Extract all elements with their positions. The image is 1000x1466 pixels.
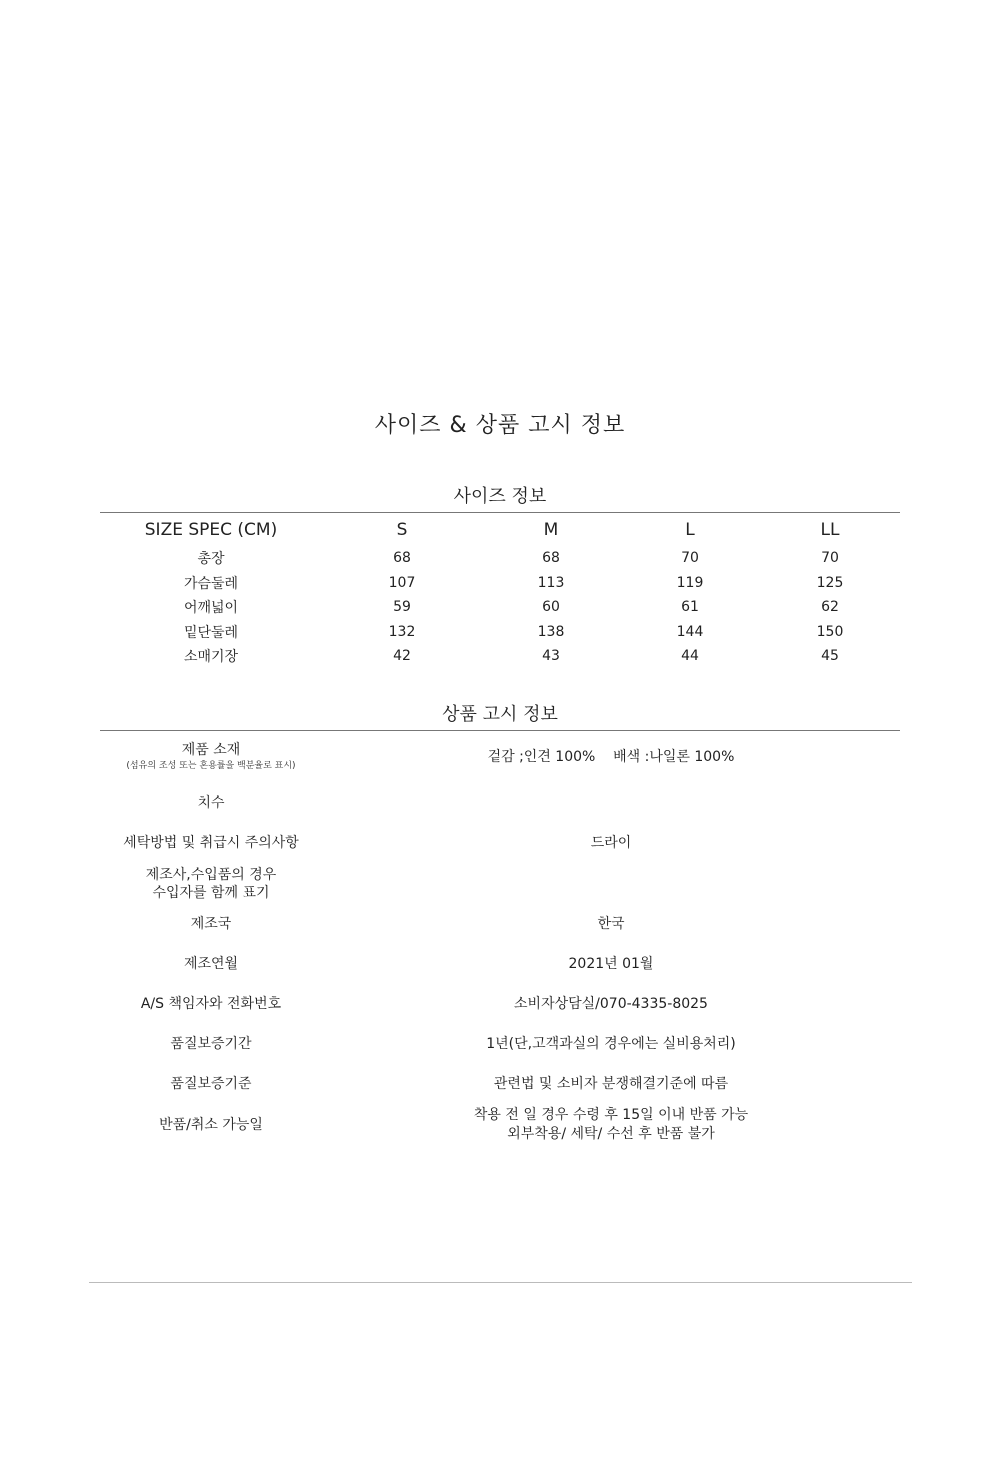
size-row-label: 밑단둘레 xyxy=(183,624,239,641)
size-row-shoulder xyxy=(100,595,900,620)
size-value: 45 xyxy=(821,648,839,665)
size-header-s: S xyxy=(396,520,408,540)
size-value: 150 xyxy=(816,623,844,640)
notice-label: 세탁방법 및 취급시 주의사항 xyxy=(123,835,299,851)
notice-row-date xyxy=(100,955,900,973)
page-title: 사이즈 & 상품 고시 정보 xyxy=(374,413,626,438)
notice-value: 2021년 01월 xyxy=(568,955,654,972)
size-section-title: 사이즈 정보 xyxy=(453,486,547,507)
notice-label: 제조연월 xyxy=(183,956,239,972)
notice-value: 드라이 xyxy=(590,834,632,851)
notice-row-size xyxy=(100,794,900,812)
notice-section-title: 상품 고시 정보 xyxy=(442,704,558,725)
size-table xyxy=(100,514,900,669)
size-row-hem xyxy=(100,620,900,645)
notice-label: 치수 xyxy=(197,795,225,811)
size-section-divider xyxy=(100,512,900,513)
notice-row-country xyxy=(100,915,900,933)
size-row-label: 어깨넓이 xyxy=(183,600,239,617)
size-value: 107 xyxy=(388,574,416,591)
size-row-sleeve xyxy=(100,644,900,669)
size-value: 61 xyxy=(681,599,699,616)
size-value: 60 xyxy=(542,599,560,616)
notice-label: 품질보증기간 xyxy=(170,1036,252,1052)
notice-label-line: 수입자를 함께 표기 xyxy=(152,885,270,901)
notice-value-line: 착용 전 일 경우 수령 후 15일 이내 반품 가능 xyxy=(473,1107,749,1123)
size-table-header xyxy=(100,514,900,546)
notice-label: 제조국 xyxy=(190,916,232,932)
notice-row-care xyxy=(100,834,900,852)
size-value: 43 xyxy=(542,648,560,665)
notice-row-as-contact xyxy=(100,995,900,1013)
size-value: 144 xyxy=(676,623,704,640)
notice-label-line: 제조사,수입품의 경우 xyxy=(145,867,277,883)
size-value: 125 xyxy=(816,574,844,591)
size-row-length xyxy=(100,546,900,571)
size-row-label: 총장 xyxy=(197,551,225,568)
notice-row-warranty-period xyxy=(100,1035,900,1053)
notice-sublabel: (섬유의 조성 또는 혼용률을 백분율로 표시) xyxy=(126,761,296,771)
size-value: 68 xyxy=(393,550,411,567)
notice-label: 제품 소재 xyxy=(181,742,241,758)
size-value: 132 xyxy=(388,623,416,640)
size-value: 138 xyxy=(537,623,565,640)
notice-row-warranty-standard xyxy=(100,1075,900,1093)
size-value: 113 xyxy=(537,574,565,591)
notice-value-line: 외부착용/ 세탁/ 수선 후 반품 불가 xyxy=(507,1126,715,1142)
size-value: 42 xyxy=(393,648,411,665)
notice-value: 겉감 ;인견 100% 배색 :나일론 100% xyxy=(487,748,735,765)
size-value: 70 xyxy=(681,550,699,567)
size-value: 119 xyxy=(676,574,704,591)
notice-label: 반품/취소 가능일 xyxy=(159,1117,263,1133)
notice-value-cell xyxy=(322,1106,900,1144)
size-row-label: 가슴둘레 xyxy=(183,575,239,592)
size-header-m: M xyxy=(543,520,559,540)
notice-row-manufacturer xyxy=(100,866,900,902)
size-value: 44 xyxy=(681,648,699,665)
notice-label-cell xyxy=(100,741,322,773)
size-value: 62 xyxy=(821,599,839,616)
size-header-l: L xyxy=(685,520,695,540)
footer-divider xyxy=(89,1282,912,1283)
size-value: 68 xyxy=(542,550,560,567)
size-row-chest xyxy=(100,571,900,596)
notice-value: 관련법 및 소비자 분쟁해결기준에 따름 xyxy=(493,1075,729,1092)
notice-label-cell xyxy=(100,866,322,902)
size-row-label: 소매기장 xyxy=(183,649,239,666)
notice-section-divider xyxy=(100,730,900,731)
notice-value: 소비자상담실/070-4335-8025 xyxy=(514,995,708,1012)
size-value: 59 xyxy=(393,599,411,616)
size-value: 70 xyxy=(821,550,839,567)
notice-value: 1년(단,고객과실의 경우에는 실비용처리) xyxy=(486,1035,736,1052)
notice-row-material xyxy=(100,740,900,774)
notice-row-return xyxy=(100,1106,900,1144)
notice-label: 품질보증기준 xyxy=(170,1076,252,1092)
notice-label: A/S 책임자와 전화번호 xyxy=(140,996,282,1012)
notice-value: 한국 xyxy=(597,915,625,932)
size-header-ll: LL xyxy=(820,520,840,540)
size-header-spec: SIZE SPEC (CM) xyxy=(144,520,278,540)
